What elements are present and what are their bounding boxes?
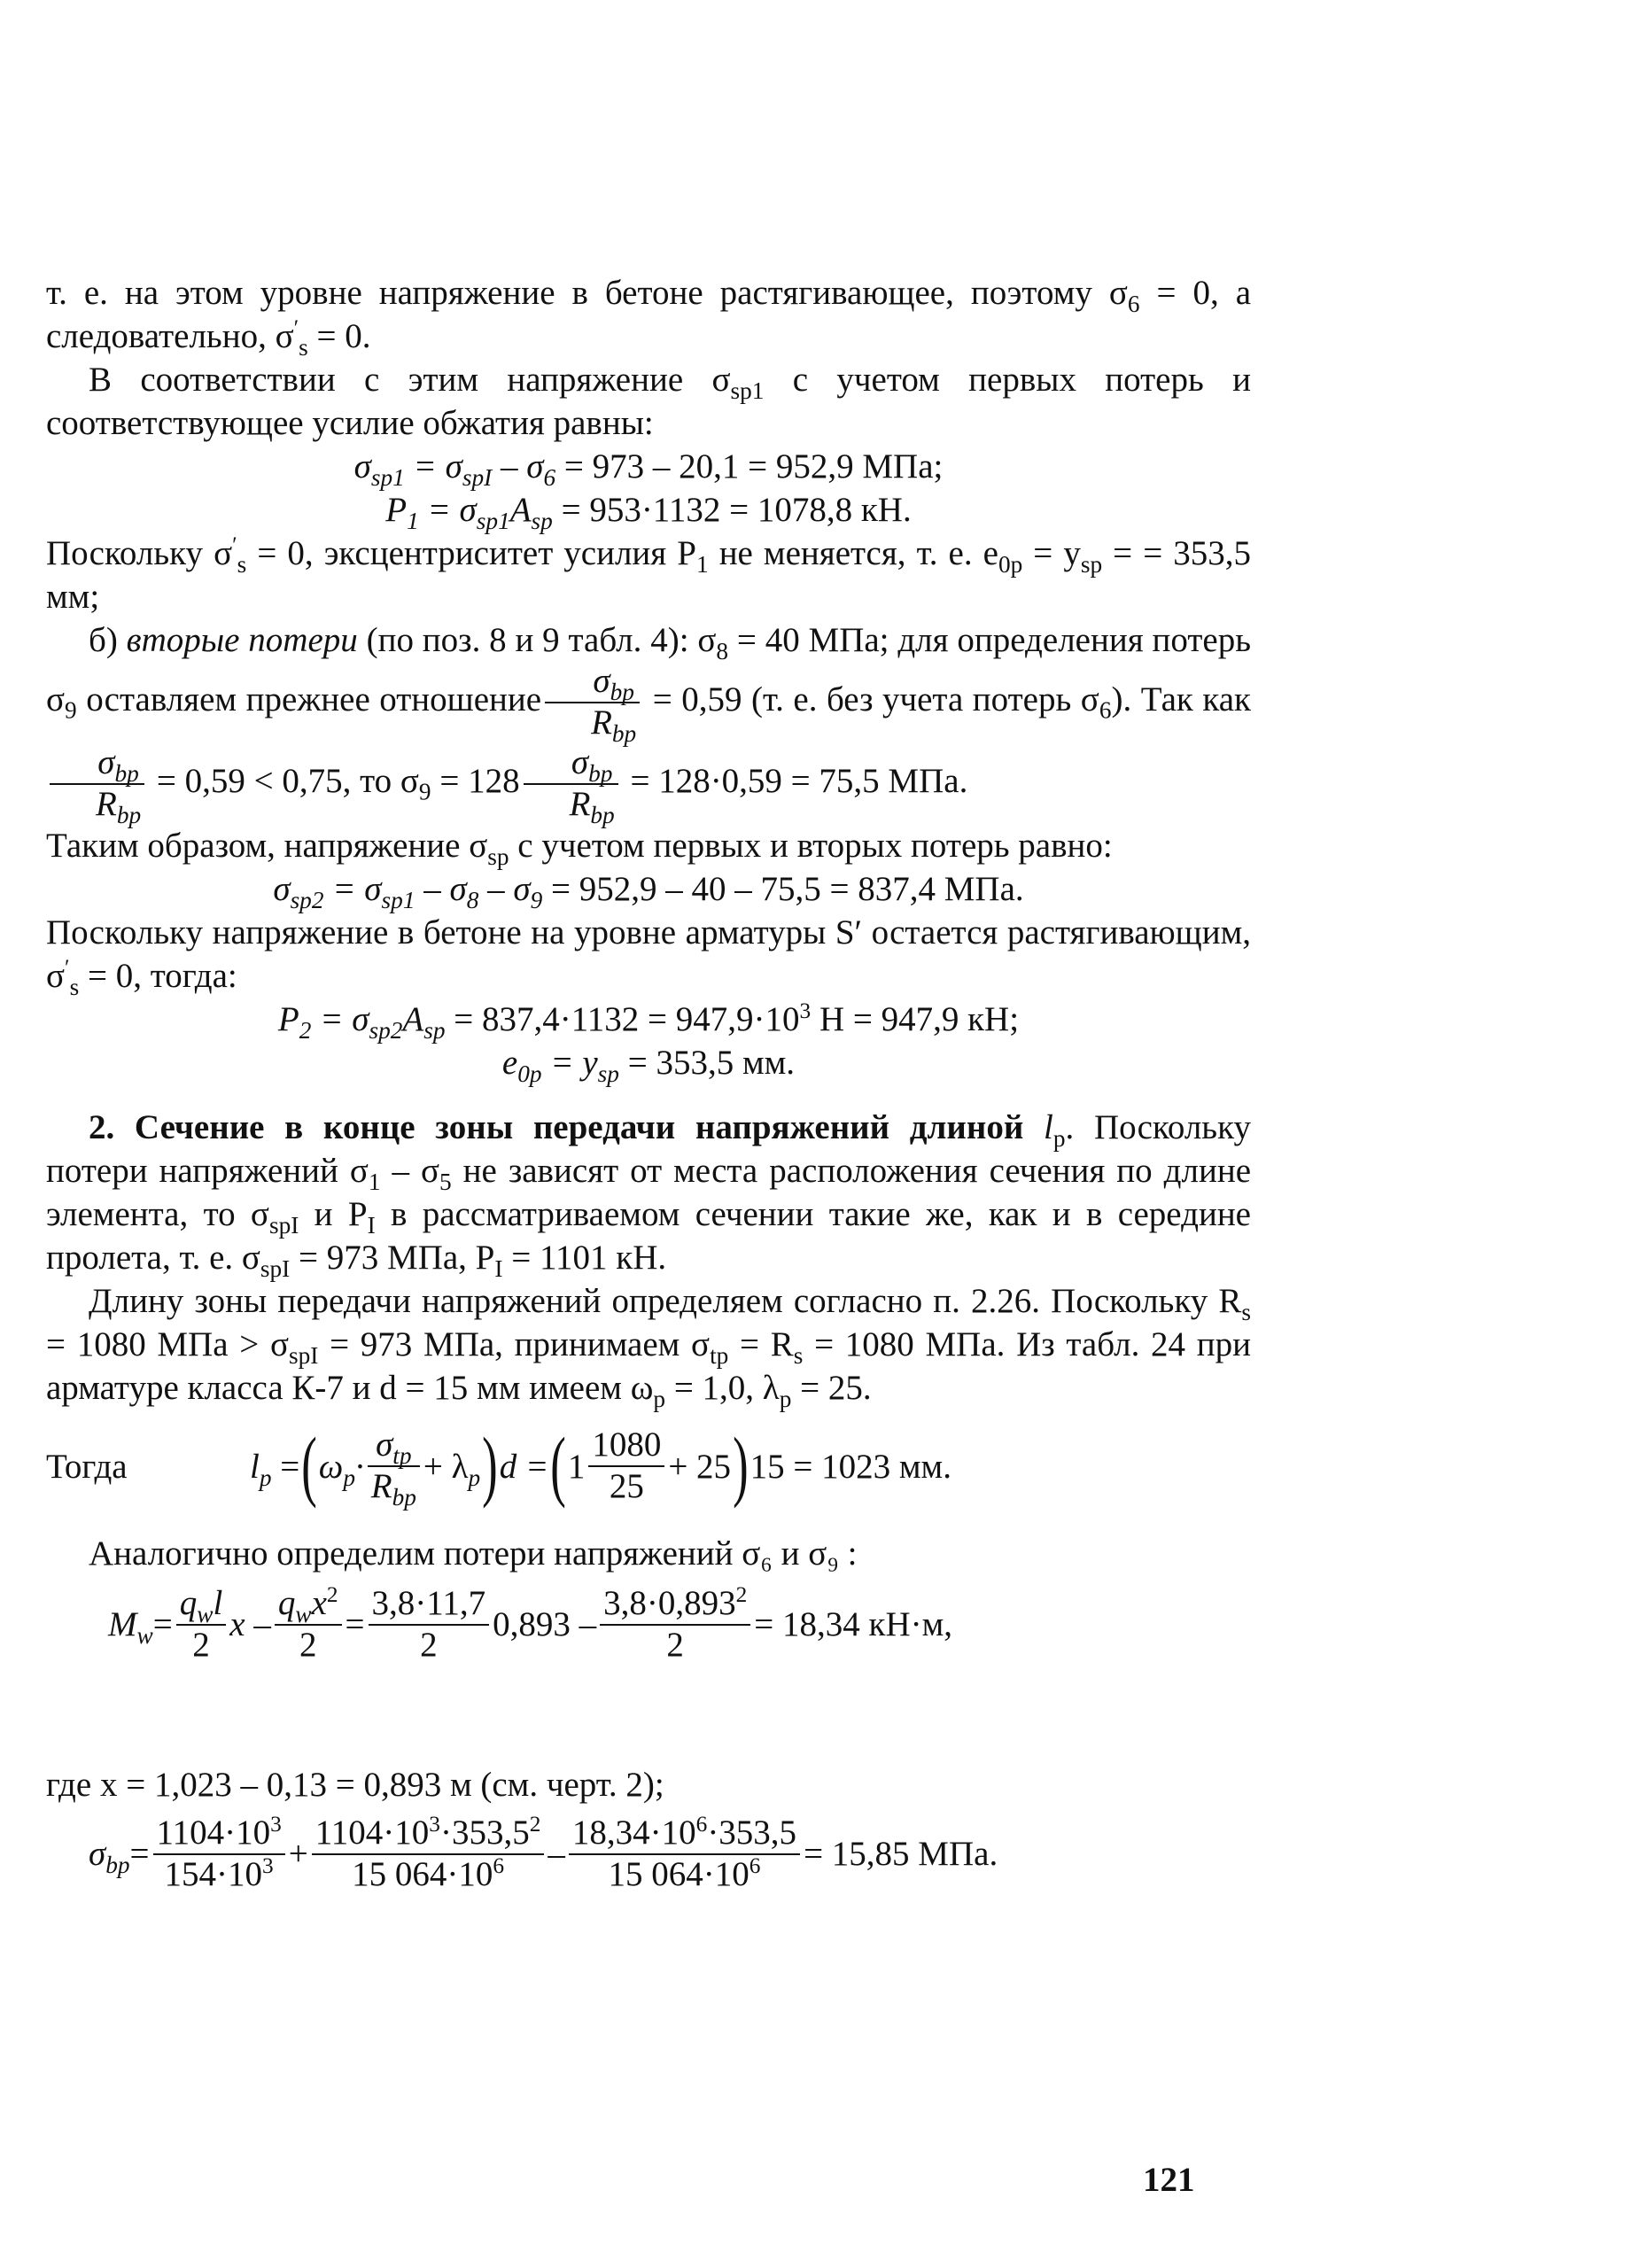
- paragraph: Поскольку $\sigma'_s = 0$, эксцентриситет усилия $P_1$ не меняется, т. е. $e_{0p} = y_{sp}$ = = 353,5 мм;: [46, 532, 1251, 616]
- fraction: $\frac{1104\cdot 10^3\cdot 353,5^2}{15 064\cdot 10^6}$: [312, 1814, 545, 1895]
- fraction: $\frac{18,34\cdot 10^6\cdot 353,5}{15 064\cdot 10^6}$: [569, 1814, 800, 1895]
- formula-mw: $M_w$ = $\frac{q_wl}{2}$ x – $\frac{q_wx^2}{2}$ = $\frac{3,8\cdot 11,7}{2}$ 0,893 – $\frac{3,8\cdot 0,893^2}{2}$ = 18,34 кН·м,: [108, 1582, 953, 1664]
- fraction: $\frac{\sigma_{bp}}{R_{bp}}$: [524, 743, 618, 825]
- formula: $\sigma_{sp2} = \sigma_{sp1} - \sigma_8 - \sigma_9 = 952,9 - 40 - 75,5 = 837,4$ МПа.: [273, 870, 1024, 914]
- page-number: 121: [1143, 2161, 1195, 2199]
- paragraph: Длину зоны передачи напряжений определяем согласно п. 2.26. Поскольку $R_s = 1080$ МПа > $\sigma_{spI} = 973$ МПа, принимаем $\sigma_{tp} = R_s = 1080$ МПа. Из табл. 24 при арматуре класса К-7 и d = 15 мм имеем $\omega_p = 1,0$, $\lambda_p = 25$.: [46, 1282, 1251, 1413]
- fraction: $\frac{\sigma_{tp}}{R_{bp}}$: [368, 1425, 420, 1507]
- paragraph: б) вторые потери (по поз. 8 и 9 табл. 4): $\sigma_8 = 40$ МПа; для определения потерь $\sigma_9$ оставляем прежнее отношение $\frac{\sigma_{bp}}{R_{bp}}$ = 0,59 (т. е. без учета потерь $\sigma_6$). Так как $\frac{\sigma_{bp}}{R_{bp}}$ = 0,59 < 0,75, то $\sigma_9 = 128$ $\frac{\sigma_{bp}}{R_{bp}}$ = 128·0,59 = 75,5 МПа.: [46, 621, 1251, 828]
- fraction: $\frac{3,8\cdot 0,893^2}{2}$: [600, 1584, 750, 1666]
- body-text: [46, 271, 1251, 1894]
- fraction: $\frac{\sigma_{bp}}{R_{bp}}$: [50, 743, 144, 825]
- fraction: $\frac{3,8\cdot 11,7}{2}$: [369, 1584, 490, 1666]
- fraction: $\frac{q_wx^2}{2}$: [275, 1584, 342, 1666]
- formula: $\sigma_{sp1} = \sigma_{spI} - \sigma_6 = 973 - 20,1 = 952,9$ МПа;: [353, 447, 944, 491]
- paragraph: 2. Сечение в конце зоны передачи напряжений длиной $l_p$. Поскольку потери напряжений $\sigma_1 - \sigma_5$ не зависят от места расположения сечения по длине элемента, то $\sigma_{spI}$ и $P_I$ в рассматриваемом сечении такие же, как и в середине пролета, т. е. $\sigma_{spI} = 973$ МПа, $P_I = 1101$ кН.: [46, 1108, 1251, 1283]
- fraction: $\frac{\sigma_{bp}}{R_{bp}}$: [545, 662, 640, 743]
- paragraph: Таким образом, напряжение $\sigma_{sp}$ с учетом первых и вторых потерь равно:: [46, 827, 1113, 871]
- paragraph: Поскольку напряжение в бетоне на уровне арматуры S′ остается растягивающим, $\sigma'_s = 0$, тогда:: [46, 913, 1251, 1001]
- paragraph: Аналогично определим потери напряжений σ₆ и σ₉ :: [89, 1534, 858, 1573]
- fraction: $\frac{q_wl}{2}$: [176, 1584, 227, 1666]
- paragraph: В соответствии с этим напряжение $\sigma_{sp1}$ с учетом первых потерь и соответствующее усилие обжатия равны:: [46, 361, 1251, 442]
- paragraph: т. е. на этом уровне напряжение в бетоне растягивающее, поэтому $\sigma_6 = 0$, а следовательно, $\sigma'_s = 0$.: [46, 274, 1252, 361]
- formula: $P_1 = \sigma_{sp1}A_{sp} = 953\cdot 1132 = 1078,8$ кН.: [385, 491, 912, 534]
- formula: $e_{0p} = y_{sp} = 353,5$ мм.: [501, 1044, 796, 1088]
- fraction: $\frac{1104\cdot 10^3}{154\cdot 10^3}$: [153, 1814, 285, 1895]
- togda-label: Тогда: [46, 1447, 128, 1486]
- formula: $P_2 = \sigma_{sp2}A_{sp} = 837,4\cdot 1132 = 947,9\cdot 10^3$ Н = 947,9 кН;: [277, 998, 1020, 1045]
- formula-lp: Тогда $l_p$ = ( $\omega_p\cdot$ $\frac{\sigma_{tp}}{R_{bp}}$ + $\lambda_p$ ) d = ( 1 $\frac{1080}{25}$ + 25 ) 15 = 1023 мм.: [46, 1422, 951, 1511]
- fraction: $\frac{1080}{25}$: [588, 1425, 664, 1507]
- paragraph: где x = 1,023 – 0,13 = 0,893 м (см. черт. 2);: [46, 1765, 664, 1804]
- formula-sigma-bp: $\sigma_{bp}$ = $\frac{1104\cdot 10^3}{154\cdot 10^3}$ + $\frac{1104\cdot 10^3\cdot 353,5^2}{15 064\cdot 10^6}$ – $\frac{18,34\cdot 10^6\cdot 353,5}{15 064\cdot 10^6}$ = 15,85 МПа.: [89, 1811, 998, 1893]
